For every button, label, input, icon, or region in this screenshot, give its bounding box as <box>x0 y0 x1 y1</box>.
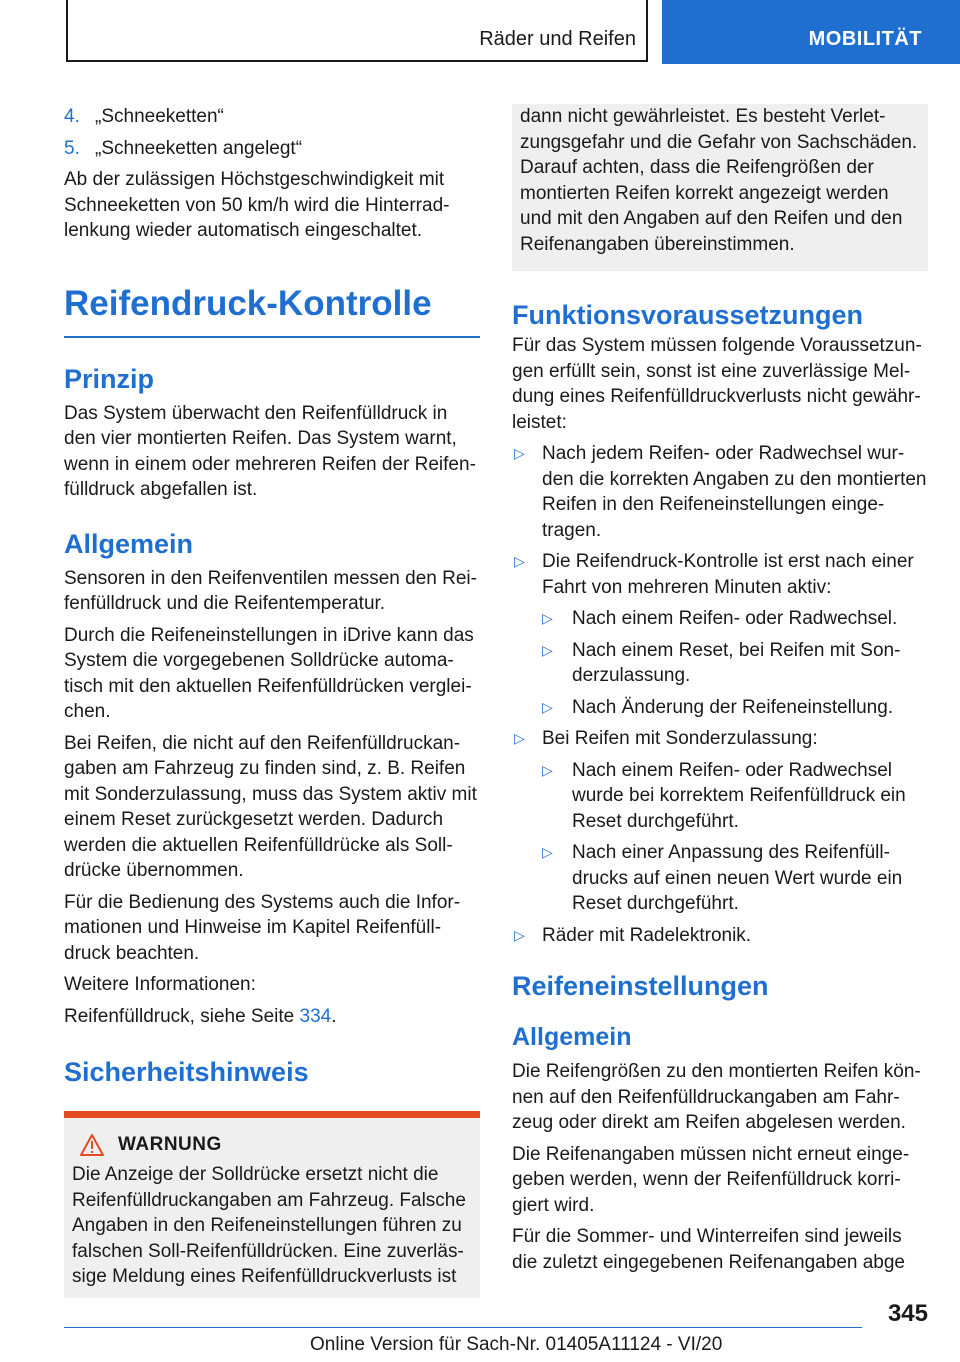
prinzip-heading: Prinzip <box>64 363 155 394</box>
warning-text-continued: dann nicht gewährleistet. Es besteht Verletzungsgefahr und die Gefahr von Sachschäden. Darauf achten, dass die Reifengrößen der montierten Reifen korrekt angezeigt werden und mit den Angaben auf den Reifen und den Reifenangaben übereinstimmen. <box>520 106 918 255</box>
warning-box <box>64 1111 480 1298</box>
list-text: „Schneeketten“ <box>95 106 224 127</box>
warning-triangle-icon <box>80 1134 104 1156</box>
bullet-triangle-icon: ▷ <box>542 698 553 715</box>
bullet-text: Räder mit Radelektronik. <box>542 924 752 946</box>
sub-list-item <box>512 606 928 632</box>
func-heading: Funktionsvoraussetzungen <box>512 300 864 330</box>
chapter-tab-label: MOBILITÄT <box>808 28 922 50</box>
allgemein-heading: Allgemein <box>64 528 194 559</box>
list-number: 4. <box>64 106 80 127</box>
settings-heading: Reifeneinstellungen <box>512 971 769 1001</box>
allgemein-paragraph-4: Für die Bedienung des Systems auch die Informationen und Hinweise im Kapitel Reifenfülldruck beachten. <box>64 891 461 964</box>
reference-end: . <box>331 1005 337 1027</box>
footer-rule <box>64 1327 862 1328</box>
bullet-text: Nach Änderung der Reifeneinstellung. <box>572 696 894 718</box>
settings-paragraph-3: Für die Sommer- und Winterreifen sind jeweils die zuletzt eingegebenen Reifenangaben abge <box>512 1226 905 1273</box>
intro-paragraph: Ab der zulässigen Höchstgeschwindigkeit mit Schneeketten von 50 km/h wird die Hinterradlenkung wieder automatisch eingeschaltet. <box>64 169 450 241</box>
footer-text: Online Version für Sach-Nr. 01405A11124 - VI/20 <box>310 1334 723 1355</box>
bullet-triangle-icon: ▷ <box>542 761 553 778</box>
allgemein-paragraph-1: Sensoren in den Reifenventilen messen den Reifenfülldruck und die Reifentemperatur. <box>64 567 477 614</box>
settings-paragraph-2: Die Reifenangaben müssen nicht erneut eingegeben werden, wenn der Reifenfülldruck korrigiert wird. <box>512 1143 910 1216</box>
prinzip-paragraph: Das System überwacht den Reifenfülldruck in den vier montierten Reifen. Das System warnt, wenn in einem oder mehreren Reifen der Reifenfülldruck abgefallen ist. <box>64 402 476 500</box>
list-item <box>512 549 928 600</box>
allgemein-paragraph-2: Durch die Reifeneinstellungen in iDrive kann das System die vorgegebenen Solldrücke automatisch mit den aktuellen Reifenfülldrücken vergleichen. <box>64 624 474 722</box>
list-item <box>64 104 480 130</box>
left-column <box>64 104 480 1298</box>
main-heading: Reifendruck-Kontrolle <box>64 284 480 338</box>
bullet-triangle-icon: ▷ <box>542 844 553 860</box>
sub-list-item <box>512 758 928 835</box>
bullet-triangle-icon: ▷ <box>514 730 525 746</box>
warning-box-continued <box>512 104 928 271</box>
chapter-tab[interactable] <box>662 0 960 64</box>
warning-title: WARNUNG <box>118 1134 222 1155</box>
reference-text: Reifenfülldruck, siehe Seite <box>64 1005 300 1027</box>
reference-line <box>64 1004 480 1030</box>
list-item <box>64 136 480 162</box>
sub-list-item <box>512 638 928 689</box>
section-title: Räder und Reifen <box>479 28 636 50</box>
list-item <box>512 923 928 949</box>
bullet-triangle-icon: ▷ <box>514 445 525 461</box>
sub-list-item <box>512 695 928 721</box>
bullet-triangle-icon: ▷ <box>542 610 553 626</box>
right-column <box>512 104 928 1281</box>
safety-heading: Sicherheitshinweis <box>64 1057 309 1087</box>
bullet-triangle-icon: ▷ <box>514 926 525 943</box>
page-number: 345 <box>887 1300 928 1327</box>
bullet-text: Nach jedem Reifen- oder Radwechsel wurden die korrekten Angaben zu den montierten Reifen in den Reifeneinstellungen eingetragen. <box>542 443 927 541</box>
warning-text: Die Anzeige der Solldrücke ersetzt nicht die Reifenfülldruckangaben am Fahrzeug. Falsche Angaben in den Reifeneinstellungen führen zu falschen Soll-Reifenfülldrücken. Eine zuverlässige Meldung eines Reifenfülldruckverlusts ist <box>72 1164 466 1287</box>
allgemein-paragraph-3: Bei Reifen, die nicht auf den Reifenfülldruckangaben am Fahrzeug zu finden sind, z. B. Reifen mit Sonderzulassung, muss das System aktiv mit einem Reset zurückgesetzt werden. Dadurch werden die aktuellen Reifenfülldrücke als Solldrücke übernommen. <box>64 732 477 881</box>
bullet-text: Nach einer Anpassung des Reifenfülldrucks auf einen neuen Wert wurde ein Reset durchgeführt. <box>572 842 903 914</box>
list-number: 5. <box>64 137 80 159</box>
list-text: „Schneeketten angelegt“ <box>95 137 303 159</box>
func-intro: Für das System müssen folgende Voraussetzungen erfüllt sein, sonst ist eine zuverlässige Meldung eines Reifenfülldruckverlusts nicht gewährleistet: <box>512 335 922 433</box>
bullet-triangle-icon: ▷ <box>542 641 553 658</box>
allgemein-heading-2: Allgemein <box>512 1023 632 1051</box>
bullet-text: Nach einem Reset, bei Reifen mit Sonderzulassung. <box>572 639 901 686</box>
page-link[interactable]: 334 <box>299 1005 332 1027</box>
more-info-label: Weitere Informationen: <box>64 974 256 995</box>
bullet-triangle-icon: ▷ <box>514 553 525 569</box>
warning-title-row <box>72 1134 472 1156</box>
bullet-text: Bei Reifen mit Sonderzulassung: <box>542 728 818 749</box>
list-item <box>512 441 928 543</box>
settings-paragraph-1: Die Reifengrößen zu den montierten Reifen können auf den Reifenfülldruckangaben am Fahrzeug oder direkt am Reifen abgelesen werden. <box>512 1061 921 1133</box>
sub-list-item <box>512 840 928 917</box>
bullet-text: Die Reifendruck-Kontrolle ist erst nach einer Fahrt von mehreren Minuten aktiv: <box>542 551 914 598</box>
bullet-text: Nach einem Reifen- oder Radwechsel. <box>572 608 898 629</box>
list-item <box>512 726 928 752</box>
bullet-text: Nach einem Reifen- oder Radwechsel wurde bei korrektem Reifenfülldruck ein Reset durchgeführt. <box>572 759 906 832</box>
